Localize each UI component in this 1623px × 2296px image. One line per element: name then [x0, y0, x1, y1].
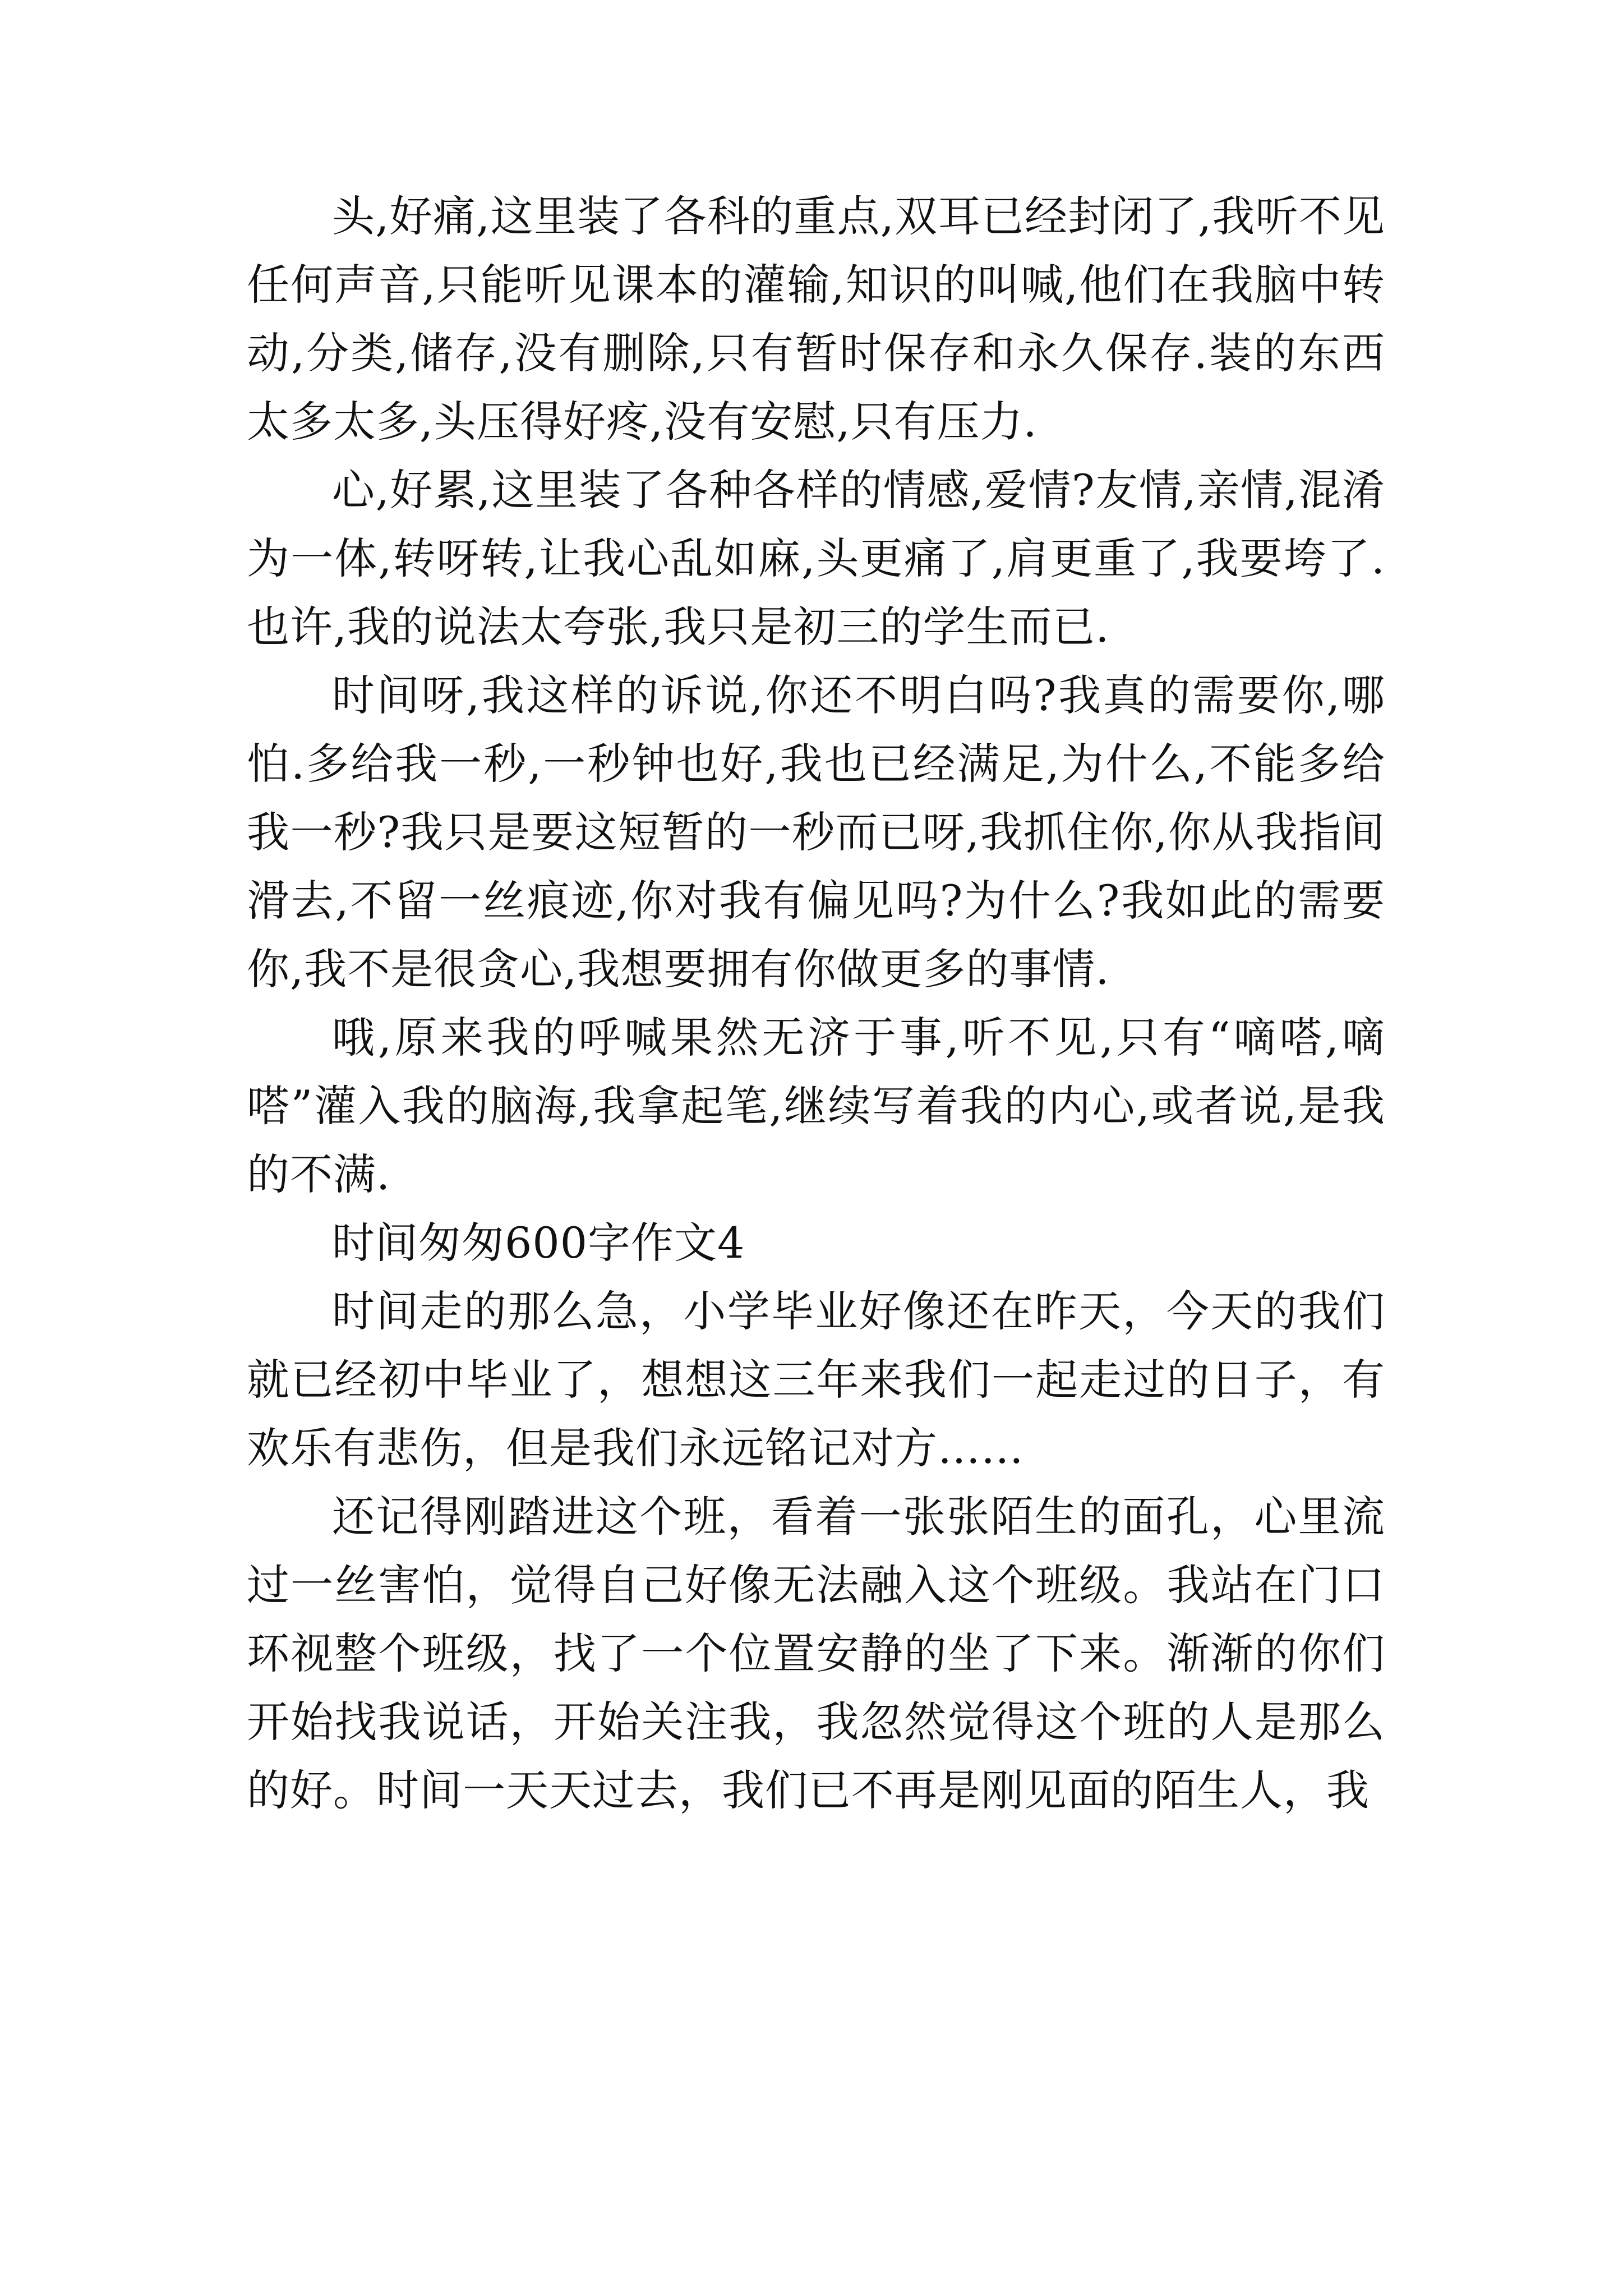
paragraph-first-day: 还记得刚踏进这个班，看着一张张陌生的面孔，心里流过一丝害怕，觉得自己好像无法融入这个班级。我站在门口环视整个班级，找了一个位置安静的坐了下来。渐渐的你们开始找我说话，开始关注我，我忽然觉得这个班的人是那么的好。时间一天天过去，我们已不再是刚见面的陌生人，我 — [247, 1492, 1385, 1815]
essay-heading: 时间匆匆600字作文4 — [332, 1218, 745, 1268]
paragraph-time-plea: 时间呀,我这样的诉说,你还不明白吗?我真的需要你,哪怕.多给我一秒,一秒钟也好,我也已经满足,为什么,不能多给我一秒?我只是要这短暂的一秒而已呀,我抓住你,你从我指间滑去,不留一丝痕迹,你对我有偏见吗?为什么?我如此的需要你,我不是很贪心,我想要拥有你做更多的事情. — [247, 670, 1385, 994]
document-body — [247, 182, 1385, 1825]
paragraph-graduation: 时间走的那么急，小学毕业好像还在昨天，今天的我们就已经初中毕业了，想想这三年来我们一起走过的日子，有欢乐有悲伤，但是我们永远铭记对方…… — [247, 1286, 1385, 1473]
paragraph-ticking: 哦,原来我的呼喊果然无济于事,听不见,只有“嘀嗒,嘀嗒”灌入我的脑海,我拿起笔,继续写着我的内心,或者说,是我的不满. — [247, 1013, 1385, 1199]
paragraph-heart-tired: 心,好累,这里装了各种各样的情感,爱情?友情,亲情,混淆为一体,转呀转,让我心乱如麻,头更痛了,肩更重了,我要垮了.也许,我的说法太夸张,我只是初三的学生而已. — [247, 465, 1385, 652]
paragraph-head-pain: 头,好痛,这里装了各科的重点,双耳已经封闭了,我听不见任何声音,只能听见课本的灌输,知识的叫喊,他们在我脑中转动,分类,储存,没有删除,只有暂时保存和永久保存.装的东西太多太多,头压得好疼,没有安慰,只有压力. — [247, 191, 1385, 447]
